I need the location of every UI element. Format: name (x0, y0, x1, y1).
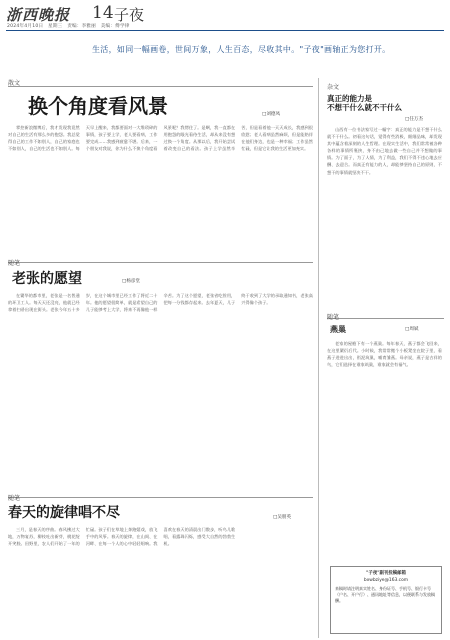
article4-body: 老家的屋檐下有一个燕巢。每年春天，燕子都会飞回来，在这里繁衍后代。小时候，我常常搬个小板凳坐在院子里，看燕子进进出出，衔泥筑巢，哺育雏燕。母亲说，燕子是吉祥的鸟，它们选择在谁家筑巢，谁家就会有福气。 (327, 341, 442, 368)
section-divider (8, 497, 313, 498)
article5-byline: □吴朋英 (273, 515, 292, 520)
article1-title: 换个角度看风景 (28, 94, 168, 118)
page-number: 14 (92, 3, 114, 23)
section-divider (327, 318, 444, 319)
submission-box-title: "子夜"副刊投稿邮箱 (366, 571, 406, 576)
article2-title (327, 94, 402, 112)
article2-byline: □任万杰 (405, 117, 424, 122)
article5-body: 三月，是春天的序曲。春风拂过大地，万物复苏，柳枝吐出新芽，桃花绽开笑脸。田野里，农人们开始了一年的忙碌。孩子们在草地上奔跑嬉戏，放飞手中的风筝。春天的旋律，在山间、在河畔、在每一个人的心中轻轻唱响。我喜欢在春天的清晨出门散步，听鸟儿歌唱，看露珠闪烁，感受大自然的勃勃生机。 (8, 527, 236, 547)
article2-body: 山西有一位书法家写过一幅字：真正的能力是不想干什么就不干什么。初看这句话，觉得有些消极，细细品味，却发现其中蕴含着深刻的人生哲理。在现实生活中，我们常常被各种各样的事情所裹挟，身不由己地去做一些自己并不想做的事情。为了面子，为了人情，为了利益，我们不得不违心地去应酬、去迎合。而真正有能力的人，却能够坚持自己的原则，不想干的事情就坚决不干。 (327, 127, 442, 175)
article3-byline: □杨彦堂 (122, 279, 141, 284)
article4-section-label: 随笔 (327, 314, 340, 321)
submission-info-box (330, 566, 442, 634)
page-section-title: 子夜 (114, 6, 145, 24)
masthead-rule (6, 30, 444, 31)
article4-title: 燕巢 (330, 325, 346, 334)
article1-byline: □刘德凤 (262, 112, 281, 117)
article1-section-label: 散文 (8, 80, 21, 87)
article2-section-label: 杂文 (327, 84, 340, 91)
article1-body: 掌控新浪微博后，我才发现我竟然对自己的生活有那么多的抱怨。我总觉得自己的工作不如别人，自己的家庭也不如别人，自己的生活也不如别人。每天早上醒来，我都要面对一大堆琐碎的事情，孩子要上学，老人要看病，工作要完成……我感到疲惫不堪。后来，一个朋友对我说，你为什么不换个角度看风景呢？我愣住了。是啊，我一直都在用抱怨的眼光看待生活，却从来没有想过换一个角度。从那以后，我开始尝试着改变自己的看法。孩子上学虽然辛苦，但是看着他一天天成长，我感到很欣慰；老人看病虽然麻烦，但是能陪伴在他们身边，也是一种幸福；工作虽然忙碌，但是它让我的生活更加充实。 (8, 125, 313, 152)
dateline: 2024年4月10日 星期三 责编：李雅丽 美编：傅学律 (7, 24, 130, 29)
article5-title: 春天的旋律唱不尽 (8, 505, 120, 521)
article3-title: 老张的愿望 (12, 271, 82, 287)
article3-body: 在繁华的都市里，老张是一名普通的环卫工人。每天天还没亮，他就已经拿着扫帚出现在街头。老张今年五十多岁，在这个城市里已经工作了将近二十年。他的愿望很简单，就是希望自己的儿子能够考上大学，将来不再像他一样辛苦。为了这个愿望，老张省吃俭用，把每一分钱都存起来。去年夏天，儿子终于收到了大学的录取通知书，老张高兴得像个孩子。 (8, 293, 313, 313)
article2-title-line2: 不想干什么就不干什么 (327, 103, 402, 112)
newspaper-logo: 浙西晚报 (6, 6, 71, 24)
section-divider (8, 86, 313, 87)
submission-email: bxwbziye@163.com (363, 577, 409, 583)
submission-note: 来稿时请注明真实姓名、身份证号、手机号、银行卡号（户名、开户行）、通讯地址等信息，以便联系与发放稿酬。 (335, 586, 435, 603)
section-divider (8, 262, 313, 263)
article5-section-label: 随笔 (8, 495, 21, 502)
article3-section-label: 随笔 (8, 260, 21, 267)
section-slogan: 生活，如同一幅画卷，世间万象，人生百态，尽收其中。"子夜"画轴正为您打开。 (92, 45, 391, 54)
article4-byline: □周斌 (405, 327, 419, 332)
article2-title-line1: 真正的能力是 (327, 94, 372, 103)
column-divider (318, 78, 319, 638)
